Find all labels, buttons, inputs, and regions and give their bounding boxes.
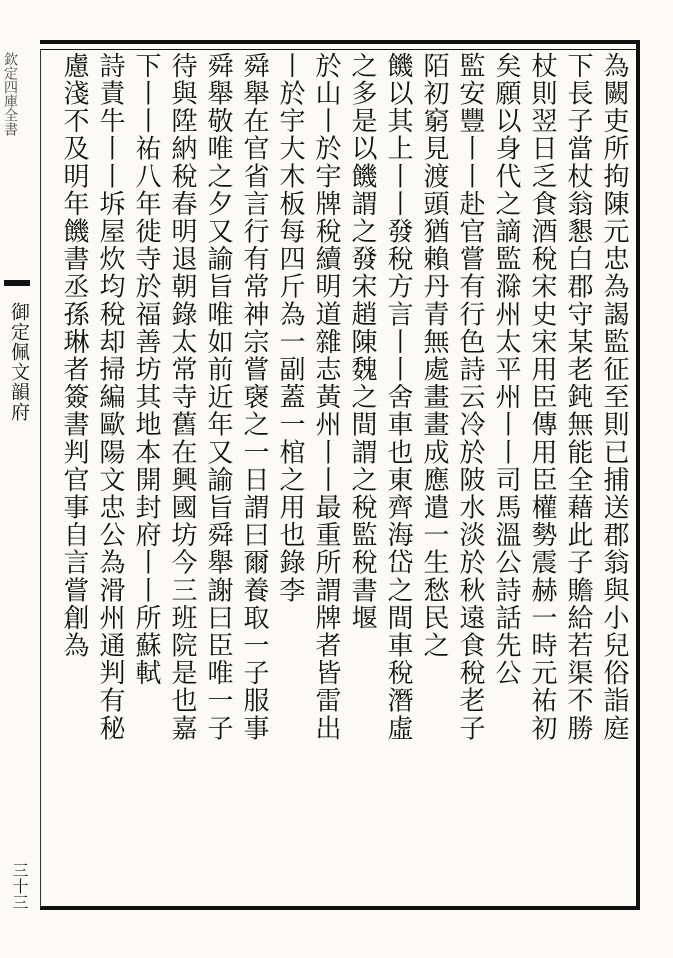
column-rule xyxy=(40,50,41,906)
text-column: 下丨丨祐八年徙寺於福善坊其地本開封府丨丨所蘇軾 xyxy=(131,52,161,687)
text-column: 杖則翌日乏食酒稅宋史宋用臣傳用臣權勢震赫一時元祐初 xyxy=(527,52,557,742)
gutter-book-title: 御定佩文韻府 xyxy=(8,302,30,422)
right-border xyxy=(636,40,640,910)
top-border-thin xyxy=(40,49,640,50)
text-column: 下長子當杖翁懇白郡守某老鈍無能全藉此子贍給若渠不勝 xyxy=(563,52,593,742)
gutter-fish-tail xyxy=(4,280,30,286)
page-gutter xyxy=(2,52,32,910)
top-border xyxy=(40,40,640,44)
text-column: 舜舉在官省言行有常神宗嘗襃之一日謂曰爾養取一子服事 xyxy=(239,52,269,742)
text-column: 饑以其上丨丨發稅方言丨丨舍車也東齊海岱之間車稅潛虛 xyxy=(383,52,413,742)
text-column: 詩責牛丨丨坼屋炊均稅却掃編歐陽文忠公為滑州通判有秘 xyxy=(95,52,125,742)
text-column: 慮淺不及明年饑書丞孫琳者簽書判官事自言嘗創為 xyxy=(59,52,89,660)
gutter-page-number: 三十三 xyxy=(10,862,29,910)
gutter-header-fragment: 欽定四庫全書 xyxy=(2,52,18,136)
text-column: 矣願以身代之謫監滁州太平州丨丨司馬溫公詩話先公 xyxy=(491,52,521,687)
text-column: 丨於宇大木板每四斤為一副蓋一棺之用也錄李 xyxy=(275,52,305,604)
text-column: 監安豐丨丨赴官嘗有行色詩云冷於陂水淡於秋遠食稅老子 xyxy=(455,52,485,742)
text-column: 待與陞納稅春明退朝錄太常寺舊在興國坊今三班院是也嘉 xyxy=(167,52,197,742)
text-column: 於山丨於宇牌稅續明道雜志黃州丨丨最重所謂牌者皆雷出 xyxy=(311,52,341,742)
text-column: 為闕吏所拘陳元忠為謁監征至則已捕送郡翁與小兒俗詣庭 xyxy=(599,52,629,742)
bottom-border xyxy=(40,906,640,910)
text-column: 陌初窮見渡頭猶賴丹青無處畫畫成應遣一生愁民之 xyxy=(419,52,449,660)
text-column: 之多是以饑謂之發宋趙陳魏之間謂之稅監稅書堰 xyxy=(347,52,377,632)
text-column: 舜舉敬唯之夕又諭旨唯如前近年又諭旨舜舉謝曰臣唯一子 xyxy=(203,52,233,742)
